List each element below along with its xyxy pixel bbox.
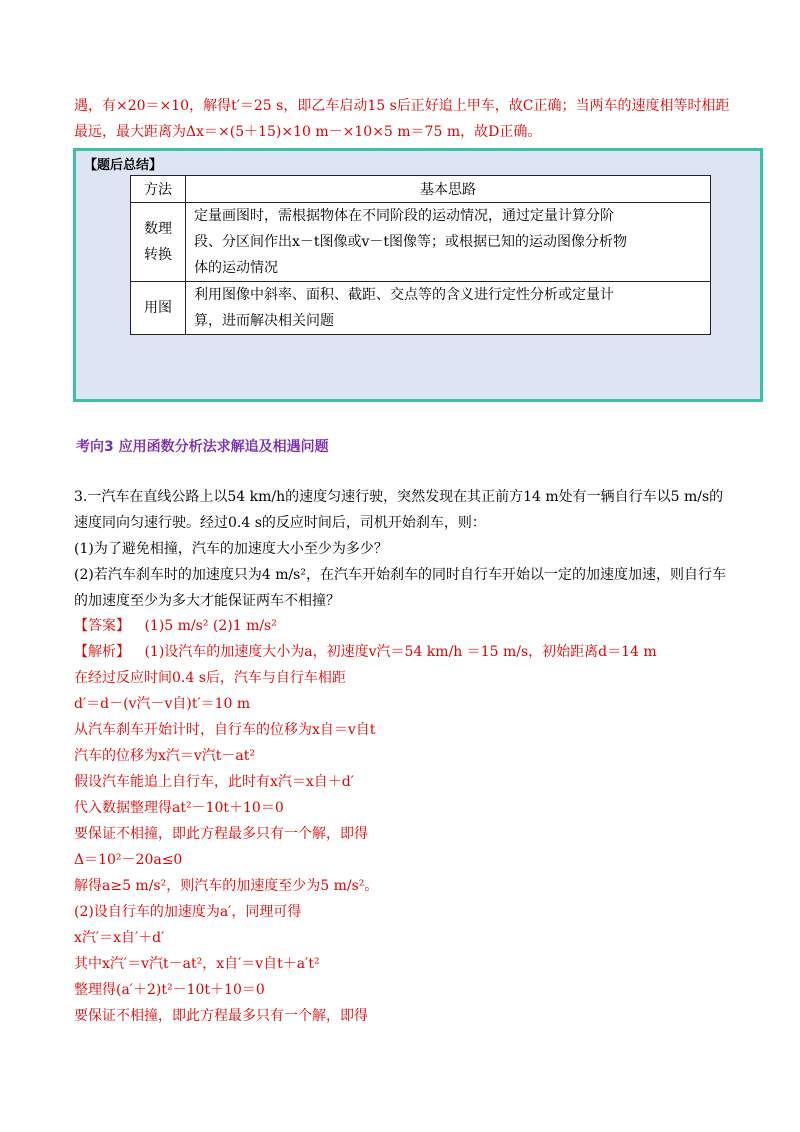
solution-line: x汽′＝x自′＋d′: [74, 930, 165, 946]
solution-line: 假设汽车能追上自行车，此时有x汽＝x自＋d′: [74, 774, 354, 790]
idea-line: 定量画图时，需根据物体在不同阶段的运动情况，通过定量计算分阶: [194, 208, 614, 224]
problem-line-1: 3.一汽车在直线公路上以54 km/h的速度匀速行驶，突然发现在其正前方14 m处有一辆自行车以5 m/s的: [74, 489, 724, 505]
solution-line: d′＝d－(v汽－v自)t′＝10 m: [74, 696, 251, 712]
idea-cell: [186, 203, 711, 282]
solution-line: 要保证不相撞，即此方程最多只有一个解，即得: [74, 1008, 368, 1024]
solution-line: 从汽车刹车开始计时，自行车的位移为x自＝v自t: [74, 722, 376, 738]
solution-line: 解得a≥5 m/s²，则汽车的加速度至少为5 m/s²。: [74, 878, 379, 894]
solution-line: 其中x汽′＝v汽t－at²，x自′＝v自t＋a′t²: [74, 956, 320, 972]
solution-line: 代入数据整理得at²－10t＋10＝0: [74, 800, 284, 816]
idea-cell: [186, 282, 711, 335]
summary-box: [73, 148, 763, 402]
problem-line-2: 速度同向匀速行驶。经过0.4 s的反应时间后，司机开始刹车，则：: [74, 515, 486, 531]
idea-line: 利用图像中斜率、面积、截距、交点等的含义进行定性分析或定量计: [194, 287, 614, 303]
intro-line-2: 最远，最大距离为Δx＝×(5＋15)×10 m－×10×5 m＝75 m，故D正确。: [74, 124, 542, 140]
method-line: 用图: [144, 300, 172, 316]
question-2-line-2: 的加速度至少为多大才能保证两车不相撞？: [74, 593, 340, 609]
section-heading: 考向3 应用函数分析法求解追及相遇问题: [76, 439, 329, 455]
question-1: (1)为了避免相撞，汽车的加速度大小至少为多少？: [74, 541, 388, 557]
table-header-row: [131, 176, 711, 203]
solution-row: [74, 642, 657, 662]
summary-title: 【题后总结】: [84, 158, 163, 173]
method-line: 转换: [144, 247, 172, 263]
table-row: [131, 203, 711, 282]
solution-line: 整理得(a′＋2)t²－10t＋10＝0: [74, 982, 265, 998]
table-row: [131, 282, 711, 335]
idea-line: 体的运动情况: [194, 260, 278, 276]
intro-line-1: 遇，有×20＝×10，解得t′＝25 s，即乙车启动15 s后正好追上甲车，故C正确；当两车的速度相等时相距: [74, 98, 730, 114]
answer-label: 【答案】: [74, 618, 130, 634]
answer-row: [74, 616, 277, 636]
solution-label: 【解析】: [74, 644, 130, 660]
solution-line: (2)设自行车的加速度为a′，同理可得: [74, 904, 302, 920]
solution-line: (1)设汽车的加速度大小为a，初速度v汽＝54 km/h ＝15 m/s，初始距离d＝14 m: [144, 644, 657, 660]
solution-line: 汽车的位移为x汽＝v汽t－at²: [74, 748, 256, 764]
idea-line: 算，进而解决相关问题: [194, 313, 334, 329]
header-method: 方法: [131, 176, 186, 203]
method-cell: [131, 282, 186, 335]
solution-line: Δ＝10²－20a≤0: [74, 852, 183, 868]
answer-text: (1)5 m/s² (2)1 m/s²: [144, 618, 277, 634]
question-2-line-1: (2)若汽车刹车时的加速度只为4 m/s²，在汽车开始刹车的同时自行车开始以一定的加速度加速，则自行车: [74, 567, 726, 583]
solution-line: 要保证不相撞，即此方程最多只有一个解，即得: [74, 826, 368, 842]
header-idea: 基本思路: [186, 176, 711, 203]
idea-line: 段、分区间作出x－t图像或v－t图像等；或根据已知的运动图像分析物: [194, 234, 628, 250]
method-cell: [131, 203, 186, 282]
method-line: 数理: [144, 221, 172, 237]
solution-line: 在经过反应时间0.4 s后，汽车与自行车相距: [74, 670, 346, 686]
method-table: [130, 175, 711, 335]
